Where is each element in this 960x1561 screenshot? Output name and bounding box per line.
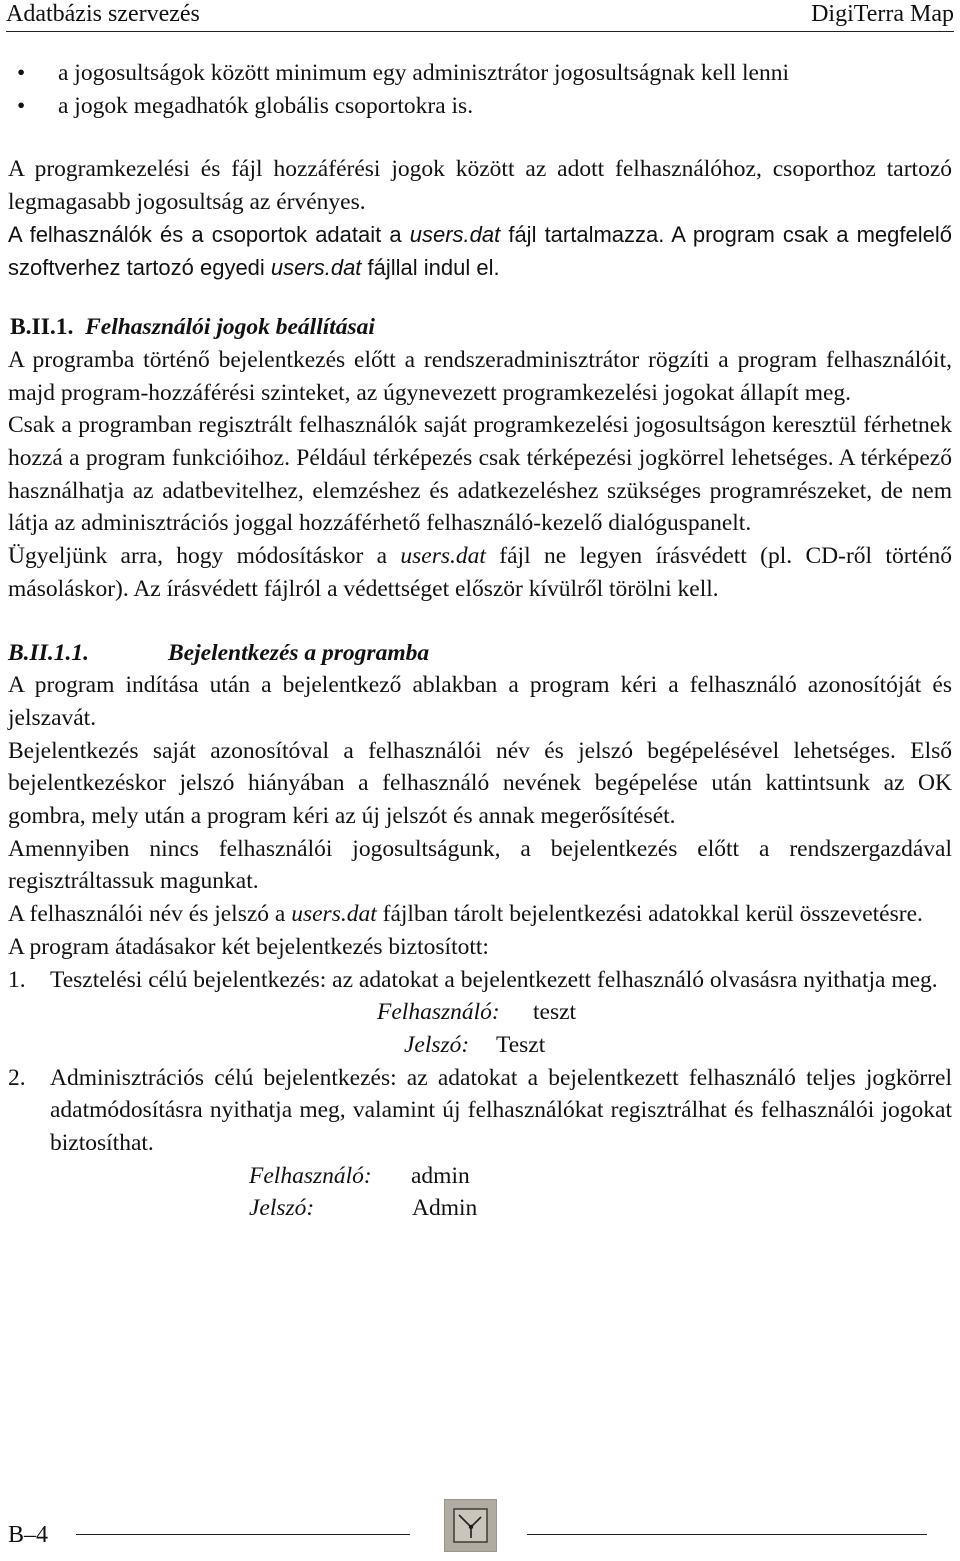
paragraph: A program indítása után a bejelentkező ablakban a program kéri a felhasználó azonosítóját és jelszavát.	[8, 672, 952, 731]
paragraph: Bejelentkezés saját azonosítóval a felhasználói név és jelszó begépelésével lehetséges. Első bejelentkezéskor jelszó hiányában a felhasználó nevének begépelése után kattintsunk az OK gombra, mely után a program kéri az új jelszót és annak megerősítését.	[8, 737, 952, 830]
filename: users.dat	[409, 221, 501, 247]
credential-user: Felhasználó: teszt	[377, 999, 577, 1026]
paragraph: A felhasználói név és jelszó a users.dat fájlban tárolt bejelentkezési adatokkal kerül összevetésre.	[8, 901, 923, 928]
header-title-left: Adatbázis szervezés	[6, 1, 200, 27]
credential-password: Jelszó: Admin	[249, 1195, 478, 1222]
header-title-right: DigiTerra Map	[811, 1, 954, 27]
bullet-item: • a jogok megadhatók globális csoportokra is.	[8, 90, 952, 123]
paragraph: A program átadásakor két bejelentkezés biztosított:	[8, 933, 489, 960]
filename: users.dat	[400, 543, 486, 570]
section-heading: B.II.1. Felhasználói jogok beállításai	[10, 314, 375, 341]
paragraph: Amennyiben nincs felhasználói jogosultságunk, a bejelentkezés előtt a rendszergazdával regisztráltassuk magunkat.	[8, 835, 952, 895]
page-footer	[0, 1496, 960, 1561]
digiterra-logo-icon	[444, 1499, 497, 1552]
filename: users.dat	[270, 254, 362, 280]
paragraph: A programkezelési és fájl hozzáférési jogok között az adott felhasználóhoz, csoporthoz tartozó legmagasabb jogosultság az érvényes.	[8, 156, 952, 216]
bullet-icon: •	[17, 60, 26, 86]
filename: users.dat	[291, 901, 377, 928]
document-body	[8, 57, 952, 1225]
bullet-item: • a jogosultságok között minimum egy adminisztrátor jogosultságnak kell lenni	[8, 57, 952, 90]
page-header	[6, 0, 954, 32]
credential-password: Jelszó: Teszt	[404, 1031, 546, 1058]
paragraph: A felhasználók és a csoportok adatait a users.dat fájl tartalmazza. A program csak a megfelelő szoftverhez tartozó egyedi users.dat fájllal indul el.	[8, 221, 952, 280]
page-number: B–4	[8, 1522, 49, 1548]
bullet-icon: •	[17, 92, 26, 119]
paragraph: Ügyeljünk arra, hogy módosításkor a users.dat fájl ne legyen írásvédett (pl. CD-ről történő másoláskor). Az írásvédett fájlról a védettséget először kívülről törölni kell.	[8, 543, 952, 602]
paragraph: A programba történő bejelentkezés előtt a rendszeradminisztrátor rögzíti a program felhasználóit, majd program-hozzáférési szinteket, az úgynevezett programkezelési jogokat állapít meg.	[8, 346, 952, 406]
subsection-heading: B.II.1.1. Bejelentkezés a programba	[8, 639, 430, 666]
list-item: 1. Tesztelési célú bejelentkezés: az adatokat a bejelentkezett felhasználó olvasásra nyithatja meg.	[8, 966, 938, 993]
credential-user: Felhasználó: admin	[249, 1162, 470, 1189]
list-item: 2. Adminisztrációs célú bejelentkezés: az adatokat a bejelentkezett felhasználó teljes jogkörrel adatmódosításra nyithatja meg, valamint új felhasználókat regisztrálhat és felhasználói jogokat biztosíthat.	[8, 1064, 952, 1157]
footer-rule-right	[527, 1534, 927, 1535]
paragraph: Csak a programban regisztrált felhasználók saját programkezelési jogosultságon keresztül férhetnek hozzá a program funkcióihoz. Például térképezés csak térképezési jogkörrel lehetséges. A térképező használhatja az adatbevitelhez, elemzéshez és adatkezeléshez szükséges programrészeket, de nem látja az adminisztrációs joggal hozzáférhető felhasználó-kezelő dialóguspanelt.	[8, 412, 952, 537]
footer-rule-left	[76, 1534, 410, 1535]
